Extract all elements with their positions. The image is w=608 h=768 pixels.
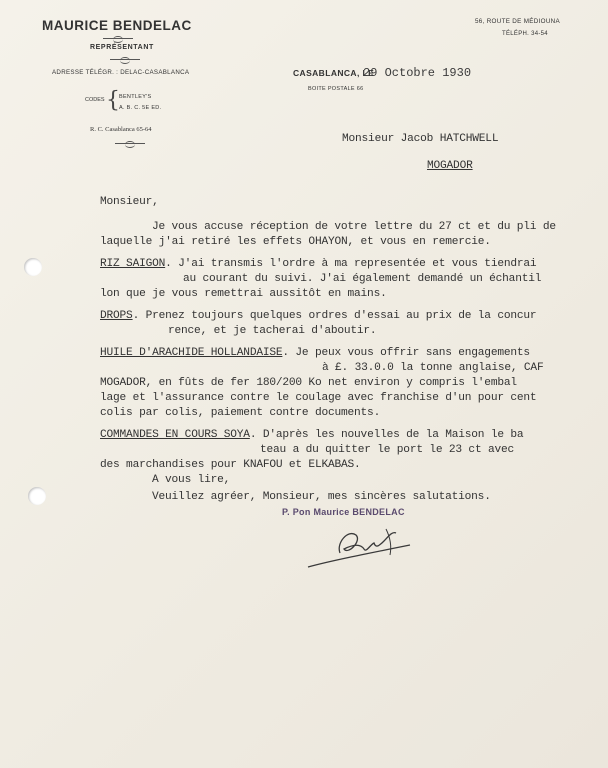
paragraph-4-line-1: HUILE D'ARACHIDE HOLLANDAISE. Je peux vous offrir sans engagements [100,347,530,359]
closing-line-2: Veuillez agréer, Monsieur, mes sincères salutations. [152,491,491,503]
letterhead-code-2: A. B. C. 5E ED. [119,105,162,111]
paragraph-4-line-5: colis par colis, paiement contre documents. [100,407,381,419]
paragraph-5-line-2: teau a du quitter le port le 23 ct avec [260,444,515,456]
letter-date: 29 Octobre 1930 [363,66,472,80]
paragraph-1-line-2: laquelle j'ai retiré les effets OHAYON, et vous en remercie. [100,236,491,248]
signature-stamp: P. Pon Maurice BENDELAC [282,507,405,517]
paragraph-5-heading: COMMANDES EN COURS SOYA [100,429,250,441]
punch-hole-top [24,258,42,276]
letterhead-address: 56, ROUTE DE MÉDIOUNA [475,18,561,25]
letterhead-telegraph: ADRESSE TÉLÉGR. : DELAC-CASABLANCA [52,69,190,76]
paragraph-5-line-1: COMMANDES EN COURS SOYA. D'après les nouvelles de la Maison le ba [100,429,524,441]
letterhead-rc: R. C. Casablanca 65-64 [90,126,152,133]
letterhead-phone: TÉLÉPH. 34-54 [502,31,548,37]
brace-icon: { [106,88,120,113]
letterhead-codes-label: CODES [85,97,105,103]
paragraph-4-line-3: MOGADOR, en fûts de fer 180/200 Ko net environ y compris l'embal [100,377,517,389]
recipient-name: Monsieur Jacob HATCHWELL [342,133,499,145]
paragraph-3-heading: DROPS [100,310,133,322]
paragraph-4-heading: HUILE D'ARACHIDE HOLLANDAISE [100,347,283,359]
letterhead-code-1: BENTLEY'S [119,94,152,100]
paragraph-3-line-2: rence, et je tacherai d'aboutir. [168,325,377,337]
salutation: Monsieur, [100,196,159,208]
letterhead-po-box: BOITE POSTALE 66 [308,86,364,92]
paragraph-1-line-1: Je vous accuse réception de votre lettre du 27 ct et du pli de [152,221,556,233]
paragraph-5-line-3: des marchandises pour KNAFOU et ELKABAS. [100,459,361,471]
ornament-divider [103,38,133,40]
paragraph-4-line-4: lage et l'assurance contre le coulage avec franchise d'un pour cent [100,392,537,404]
paragraph-2-line-1: RIZ SAIGON. J'ai transmis l'ordre à ma representée et vous tiendrai [100,258,537,270]
paragraph-4-line-2: à £. 33.0.0 la tonne anglaise, CAF [322,362,544,374]
letterhead-city: CASABLANCA, LE [293,68,375,78]
letterhead-role: REPRÉSENTANT [90,44,154,51]
recipient-city: MOGADOR [427,160,473,172]
handwritten-signature-icon [300,515,420,575]
paragraph-3-line-1: DROPS. Prenez toujours quelques ordres d'essai au prix de la concur [100,310,537,322]
paragraph-2-line-3: lon que je vous remettrai aussitôt en mains. [100,288,387,300]
punch-hole-bottom [28,487,46,505]
paragraph-2-line-2: au courant du suivi. J'ai également demandé un échantil [183,273,542,285]
ornament-divider [115,143,145,145]
closing-line-1: A vous lire, [152,474,231,486]
paragraph-2-heading: RIZ SAIGON [100,258,166,270]
letterhead-name: MAURICE BENDELAC [42,18,192,33]
ornament-divider [110,59,140,61]
